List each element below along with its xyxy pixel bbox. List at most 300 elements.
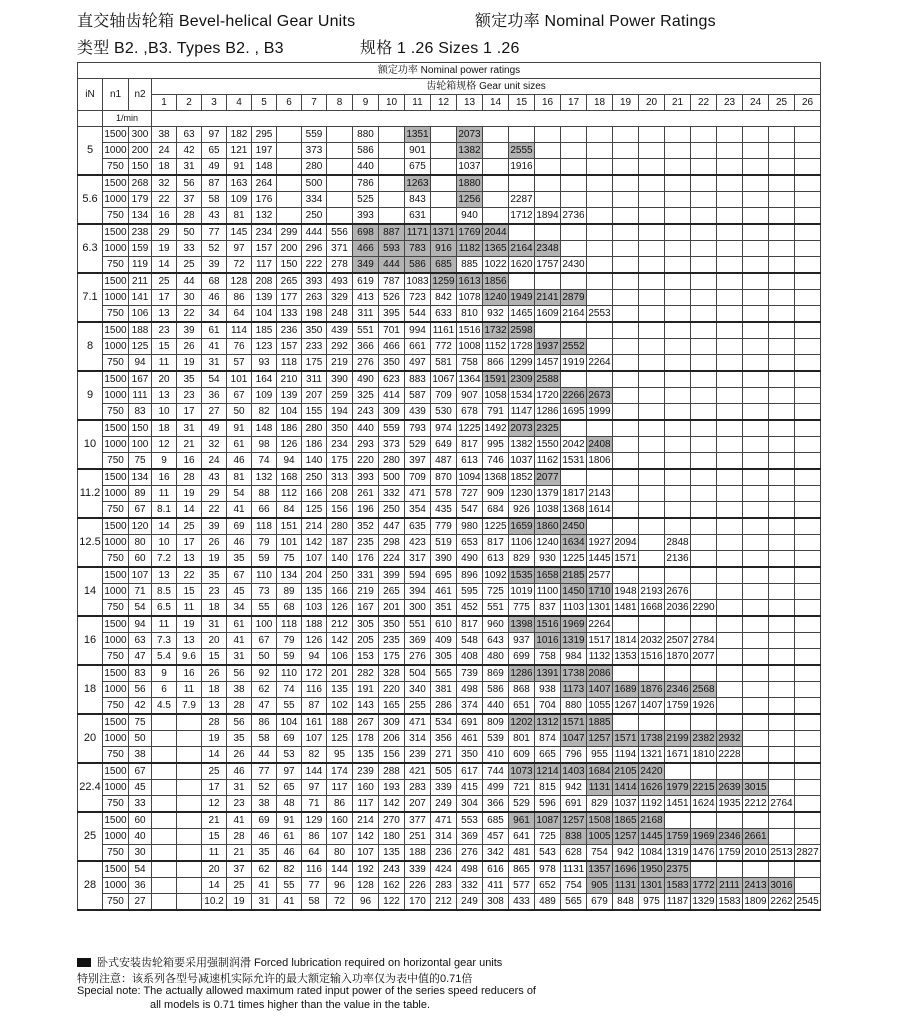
size-header-20: 20 [639,95,665,111]
power-value-cell: 544 [405,306,431,323]
power-value-cell [613,192,639,208]
power-value-cell: 14 [202,747,227,764]
power-value-cell: 1865 [613,812,639,829]
power-value-cell [717,143,743,159]
power-value-cell: 175 [302,355,327,372]
power-value-cell: 109 [227,192,252,208]
power-value-cell: 1531 [561,453,587,470]
power-value-cell: 746 [483,453,509,470]
power-value-cell: 30 [177,290,202,306]
power-value-cell: 150 [277,257,302,274]
power-value-cell [613,567,639,584]
power-value-cell: 126 [327,600,353,617]
power-value-cell: 926 [509,502,535,519]
power-value-cell: 801 [509,731,535,747]
power-value-cell [717,633,743,649]
power-value-cell: 166 [327,584,353,600]
power-value-cell [152,894,177,911]
power-value-cell: 236 [431,845,457,862]
power-value-cell: 2199 [665,731,691,747]
power-value-cell: 139 [277,388,302,404]
n1-cell: 1500 [103,224,129,241]
power-value-cell: 31 [177,420,202,437]
power-value-cell: 471 [405,486,431,502]
power-value-cell: 112 [277,486,302,502]
power-value-cell: 661 [405,339,431,355]
power-value-cell: 185 [252,322,277,339]
power-value-cell [483,175,509,192]
n2-cell: 63 [129,633,152,649]
power-value-cell: 87 [202,175,227,192]
power-value-cell [639,502,665,519]
power-value-cell: 32 [152,175,177,192]
n2-cell: 75 [129,453,152,470]
power-value-cell: 76 [227,339,252,355]
power-value-cell: 1613 [457,273,483,290]
power-value-cell [795,535,821,551]
power-value-cell: 117 [252,257,277,274]
power-value-cell: 995 [483,437,509,453]
ratio-group [78,469,821,518]
power-value-cell [717,355,743,372]
power-value-cell: 26 [202,535,227,551]
power-value-cell: 142 [327,633,353,649]
power-value-cell: 98 [252,437,277,453]
power-value-cell: 35 [202,567,227,584]
power-value-cell: 107 [327,829,353,845]
power-value-cell: 1880 [457,175,483,192]
power-value-cell: 395 [379,306,405,323]
power-value-cell [613,404,639,421]
power-value-cell [691,388,717,404]
power-value-cell: 276 [353,355,379,372]
power-value-cell [691,437,717,453]
power-value-cell: 249 [431,796,457,813]
power-value-cell [717,714,743,731]
power-value-cell: 45 [227,584,252,600]
power-value-cell: 79 [252,535,277,551]
power-value-cell: 940 [457,208,483,225]
power-value-cell: 1979 [665,780,691,796]
power-value-cell: 95 [327,747,353,764]
power-value-cell: 1379 [535,486,561,502]
power-value-cell: 142 [353,829,379,845]
n1-cell: 750 [103,404,129,421]
power-value-cell [639,665,665,682]
power-value-cell: 1267 [613,698,639,715]
power-value-cell [717,861,743,878]
power-value-cell: 148 [252,159,277,176]
power-value-cell [379,192,405,208]
power-value-cell: 1365 [483,241,509,257]
power-value-cell: 2042 [561,437,587,453]
power-value-cell [691,714,717,731]
power-value-cell: 214 [302,518,327,535]
power-value-cell: 678 [457,404,483,421]
power-value-cell: 77 [302,878,327,894]
n1-cell: 750 [103,453,129,470]
power-value-cell: 205 [353,633,379,649]
power-value-cell [665,665,691,682]
power-value-cell: 1571 [613,551,639,568]
power-value-cell [769,551,795,568]
power-value-cell [795,469,821,486]
power-value-cell: 787 [379,273,405,290]
n2-cell: 89 [129,486,152,502]
power-value-cell: 1720 [535,388,561,404]
power-value-cell: 15 [202,649,227,666]
power-value-cell: 444 [379,257,405,274]
power-value-cell: 1969 [691,829,717,845]
n2-cell: 54 [129,600,152,617]
power-value-cell: 9 [152,453,177,470]
n2-cell: 200 [129,143,152,159]
n1-cell: 1000 [103,241,129,257]
power-value-cell: 960 [483,616,509,633]
table-row [78,518,821,535]
power-value-cell: 135 [327,682,353,698]
power-value-cell: 613 [457,453,483,470]
table-row [78,175,821,192]
power-value-cell: 1038 [535,502,561,519]
power-value-cell: 1465 [509,306,535,323]
power-value-cell [665,127,691,143]
power-value-cell: 172 [302,665,327,682]
power-value-cell: 2577 [587,567,613,584]
power-value-cell [743,486,769,502]
power-value-cell: 2346 [717,829,743,845]
power-value-cell: 1301 [587,600,613,617]
power-value-cell: 739 [457,665,483,682]
power-value-cell [639,175,665,192]
power-value-cell [639,567,665,584]
power-value-cell: 366 [353,339,379,355]
power-value-cell: 2932 [717,731,743,747]
power-value-cell: 68 [277,600,302,617]
power-value-cell: 188 [405,845,431,862]
power-value-cell: 779 [431,518,457,535]
power-value-cell: 72 [227,257,252,274]
power-value-cell [743,518,769,535]
power-value-cell: 551 [483,600,509,617]
n2-cell: 188 [129,322,152,339]
power-value-cell: 121 [227,143,252,159]
power-value-cell [613,371,639,388]
power-value-cell [277,143,302,159]
size-header-25: 25 [769,95,795,111]
power-value-cell: 543 [535,845,561,862]
power-value-cell [769,241,795,257]
power-value-cell [665,420,691,437]
n1-cell: 1000 [103,486,129,502]
power-value-cell: 1710 [587,584,613,600]
power-value-cell: 497 [405,355,431,372]
power-value-cell: 1092 [483,567,509,584]
ratio-cell: 10 [78,420,103,469]
size-header-5: 5 [252,95,277,111]
power-value-cell: 12 [202,796,227,813]
power-value-cell [639,257,665,274]
power-value-cell: 350 [302,322,327,339]
power-value-cell: 9 [152,665,177,682]
note-en-line2: all models is 0.71 times higher than the value in the table. [150,999,431,1011]
power-value-cell [665,502,691,519]
power-value-cell [152,763,177,780]
power-value-cell [665,371,691,388]
power-value-cell: 329 [327,290,353,306]
power-value-cell: 41 [227,502,252,519]
power-value-cell: 2266 [561,388,587,404]
n2-cell: 71 [129,584,152,600]
power-value-cell: 1257 [613,829,639,845]
power-value-cell [587,143,613,159]
legend-line [77,954,502,970]
power-value-cell [769,404,795,421]
power-value-cell: 110 [252,567,277,584]
power-value-cell: 2784 [691,633,717,649]
power-value-cell [639,420,665,437]
power-value-cell: 170 [405,894,431,911]
power-value-cell: 526 [379,290,405,306]
ratio-group [78,322,821,371]
power-value-cell: 192 [353,861,379,878]
power-value-cell [717,469,743,486]
power-value-cell [795,437,821,453]
ratio-group [78,224,821,273]
power-value-cell: 102 [327,698,353,715]
power-value-cell [769,257,795,274]
power-value-cell [613,469,639,486]
power-value-cell: 67 [227,567,252,584]
power-value-cell: 97 [202,127,227,143]
power-value-cell [717,224,743,241]
power-value-cell: 1162 [535,453,561,470]
power-value-cell [717,453,743,470]
power-value-cell [177,763,202,780]
power-value-cell: 28 [177,208,202,225]
power-value-cell: 842 [431,290,457,306]
power-value-cell: 651 [509,698,535,715]
power-value-cell [769,535,795,551]
power-value-cell: 166 [302,486,327,502]
power-value-cell: 198 [302,306,327,323]
power-value-cell: 369 [457,829,483,845]
power-value-cell: 444 [302,224,327,241]
power-value-cell: 13 [177,551,202,568]
ratio-group [78,567,821,616]
power-value-cell [665,143,691,159]
power-value-cell: 10 [152,404,177,421]
power-value-cell: 155 [302,404,327,421]
power-value-cell: 623 [379,371,405,388]
power-value-cell: 1814 [613,633,639,649]
table-row [78,878,821,894]
power-value-cell [665,486,691,502]
power-value-cell: 64 [302,845,327,862]
size-header-22: 22 [691,95,717,111]
power-value-cell: 19 [227,894,252,911]
power-value-cell [639,469,665,486]
power-value-cell: 50 [177,224,202,241]
power-value-cell: 19 [152,241,177,257]
power-value-cell: 848 [613,894,639,911]
power-value-cell: 104 [277,404,302,421]
power-value-cell [795,812,821,829]
power-value-cell [743,502,769,519]
power-value-cell: 390 [431,551,457,568]
power-value-cell [152,714,177,731]
power-value-cell: 1194 [613,747,639,764]
power-value-cell [639,355,665,372]
power-value-cell [743,257,769,274]
power-value-cell: 63 [177,127,202,143]
n2-cell: 33 [129,796,152,813]
power-value-cell [613,437,639,453]
power-value-cell [665,306,691,323]
power-value-cell: 466 [353,241,379,257]
power-value-cell: 565 [561,894,587,911]
n2-cell: 54 [129,861,152,878]
ratio-group [78,665,821,714]
power-value-cell: 23 [152,322,177,339]
power-value-cell: 701 [379,322,405,339]
power-value-cell [561,420,587,437]
power-value-cell [717,698,743,715]
power-value-cell: 37 [177,192,202,208]
power-value-cell: 41 [277,894,302,911]
power-value-cell: 19 [177,486,202,502]
power-value-cell [743,682,769,698]
table-row [78,845,821,862]
power-value-cell: 48 [277,796,302,813]
power-value-cell: 317 [405,551,431,568]
power-value-cell: 466 [379,339,405,355]
power-value-cell [743,535,769,551]
power-value-cell: 9.6 [177,649,202,666]
power-value-cell: 1382 [457,143,483,159]
table-row [78,731,821,747]
power-value-cell: 38 [152,127,177,143]
power-value-cell: 1132 [587,649,613,666]
power-value-cell [769,780,795,796]
power-value-cell: 204 [302,567,327,584]
power-value-cell: 1950 [639,861,665,878]
power-value-cell: 104 [252,306,277,323]
power-value-cell: 633 [431,306,457,323]
power-value-cell: 28 [227,829,252,845]
power-value-cell [665,273,691,290]
power-value-cell: 176 [252,192,277,208]
size-header-8: 8 [327,95,353,111]
n2-cell: 106 [129,306,152,323]
power-value-cell: 1131 [587,780,613,796]
power-value-cell: 62 [252,682,277,698]
power-value-cell [379,143,405,159]
power-value-cell: 1583 [665,878,691,894]
power-value-cell: 313 [327,469,353,486]
power-value-cell: 901 [405,143,431,159]
power-value-cell [795,143,821,159]
power-value-cell: 71 [302,796,327,813]
power-value-cell: 239 [353,763,379,780]
power-value-cell: 165 [379,698,405,715]
n1-cell: 1000 [103,878,129,894]
n2-cell: 94 [129,355,152,372]
size-header-18: 18 [587,95,613,111]
power-value-cell: 880 [561,698,587,715]
power-value-cell: 393 [353,469,379,486]
power-value-cell: 397 [405,453,431,470]
ratio-cell: 5 [78,127,103,176]
power-value-cell: 2168 [639,812,665,829]
power-value-cell: 1353 [613,649,639,666]
table-banner: 额定功率 Nominal power ratings [78,63,821,79]
power-value-cell [795,208,821,225]
power-value-cell: 1534 [509,388,535,404]
power-value-cell: 423 [405,535,431,551]
n1-cell: 1500 [103,420,129,437]
power-value-cell: 581 [431,355,457,372]
power-value-cell: 11 [152,616,177,633]
power-value-cell [691,208,717,225]
power-value-cell [717,518,743,535]
power-value-cell: 224 [379,551,405,568]
power-value-cell [795,567,821,584]
power-value-cell: 86 [227,290,252,306]
power-value-cell [379,159,405,176]
power-value-cell [327,127,353,143]
power-value-cell [639,535,665,551]
power-value-cell: 373 [379,437,405,453]
power-value-cell [717,584,743,600]
power-value-cell [483,208,509,225]
size-header-9: 9 [353,95,379,111]
power-value-cell: 54 [202,371,227,388]
power-value-cell [613,518,639,535]
power-value-cell: 311 [353,306,379,323]
power-value-cell: 81 [227,469,252,486]
power-value-cell: 334 [302,192,327,208]
n1-cell: 1000 [103,339,129,355]
power-value-cell [717,322,743,339]
power-value-cell: 86 [302,829,327,845]
power-value-cell: 74 [252,453,277,470]
power-value-cell [769,714,795,731]
power-value-cell [795,404,821,421]
n2-cell: 83 [129,665,152,682]
power-value-cell: 461 [431,584,457,600]
power-value-cell [769,127,795,143]
power-value-cell: 1131 [561,861,587,878]
power-value-cell: 2164 [561,306,587,323]
power-value-cell: 415 [457,780,483,796]
power-value-cell: 259 [327,388,353,404]
power-value-cell: 1571 [613,731,639,747]
black-square-icon [77,958,91,967]
power-value-cell: 616 [483,861,509,878]
power-value-cell: 577 [509,878,535,894]
power-value-cell: 1516 [639,649,665,666]
power-value-cell [691,175,717,192]
power-value-cell: 349 [353,257,379,274]
power-value-cell [639,437,665,453]
table-row [78,584,821,600]
power-value-cell: 1969 [561,616,587,633]
n1-cell: 1500 [103,322,129,339]
power-value-cell: 1103 [561,600,587,617]
power-value-cell: 758 [535,649,561,666]
n1-cell: 1500 [103,273,129,290]
